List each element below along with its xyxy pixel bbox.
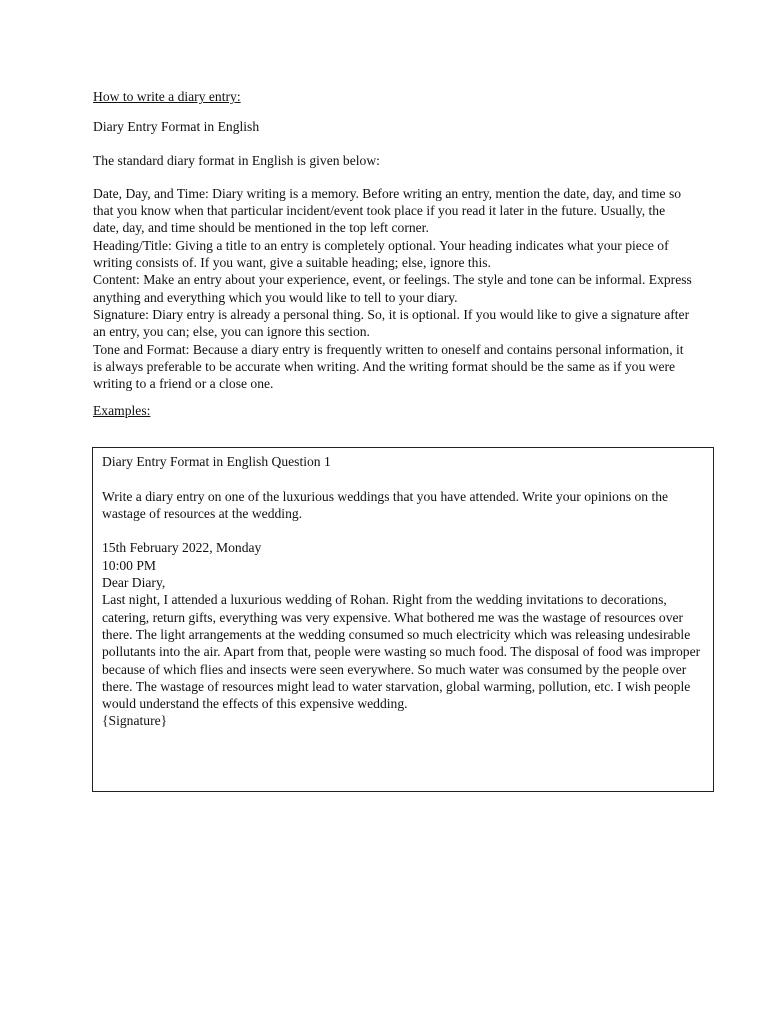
section-signature: Signature: Diary entry is already a personal thing. So, it is optional. If you would like to give a signature after an entry, you can; else, you can ignore this section.	[93, 306, 690, 340]
entry-signature: {Signature}	[102, 713, 168, 729]
spacer	[102, 470, 704, 487]
document-heading: How to write a diary entry:	[93, 89, 241, 104]
example-box	[92, 447, 714, 792]
section-content: Content: Make an entry about your experience, event, or feelings. The style and tone can be informal. Express anything and everything which you would like to tell to your diary.	[93, 272, 692, 305]
section-date-day-time: Date, Day, and Time: Diary writing is a memory. Before writing an entry, mention the date, day, and time so that you know when that particular incident/event took place if you read it later in the future. Usually, the date, day, and time should be mentioned in the top left corner.	[93, 185, 682, 236]
document-body	[93, 88, 693, 436]
document-subheading: Diary Entry Format in English	[93, 119, 260, 135]
entry-salutation: Dear Diary,	[102, 575, 166, 591]
format-sections	[93, 185, 693, 393]
entry-body: Last night, I attended a luxurious wedding of Rohan. Right from the wedding invitations to decorations, catering, return gifts, everything was very expensive. What bothered me was the wastage of resources over there. The light arrangements at the wedding consumed so much electricity which was releasing undesirable pollutants into the air. Apart from that, people were wasting so much food. The disposal of food was improper because of which flies and insects were seen everywhere. So much water was consumed by the people over there. The wastage of resources might lead to water starvation, global warming, pollution, etc. I wish people would understand the effects of this expensive wedding.	[102, 592, 701, 712]
spacer	[102, 522, 704, 539]
example-question-title: Diary Entry Format in English Question 1	[102, 454, 331, 469]
section-tone-format: Tone and Format: Because a diary entry is frequently written to oneself and contains personal information, it is always preferable to be accurate when writing. And the writing format should be the same as if you were writing to a friend or a close one.	[93, 341, 684, 392]
section-heading-title: Heading/Title: Giving a title to an entry is completely optional. Your heading indicates what your piece of writing consists of. If you want, give a suitable heading; else, ignore this.	[93, 237, 669, 271]
example-question: Write a diary entry on one of the luxurious weddings that you have attended. Write your opinions on the wastage of resources at the wedding.	[102, 488, 669, 521]
intro-paragraph: The standard diary format in English is given below:	[93, 152, 380, 168]
entry-time: 10:00 PM	[102, 557, 157, 573]
examples-label: Examples:	[93, 403, 151, 419]
entry-date: 15th February 2022, Monday	[102, 540, 262, 556]
